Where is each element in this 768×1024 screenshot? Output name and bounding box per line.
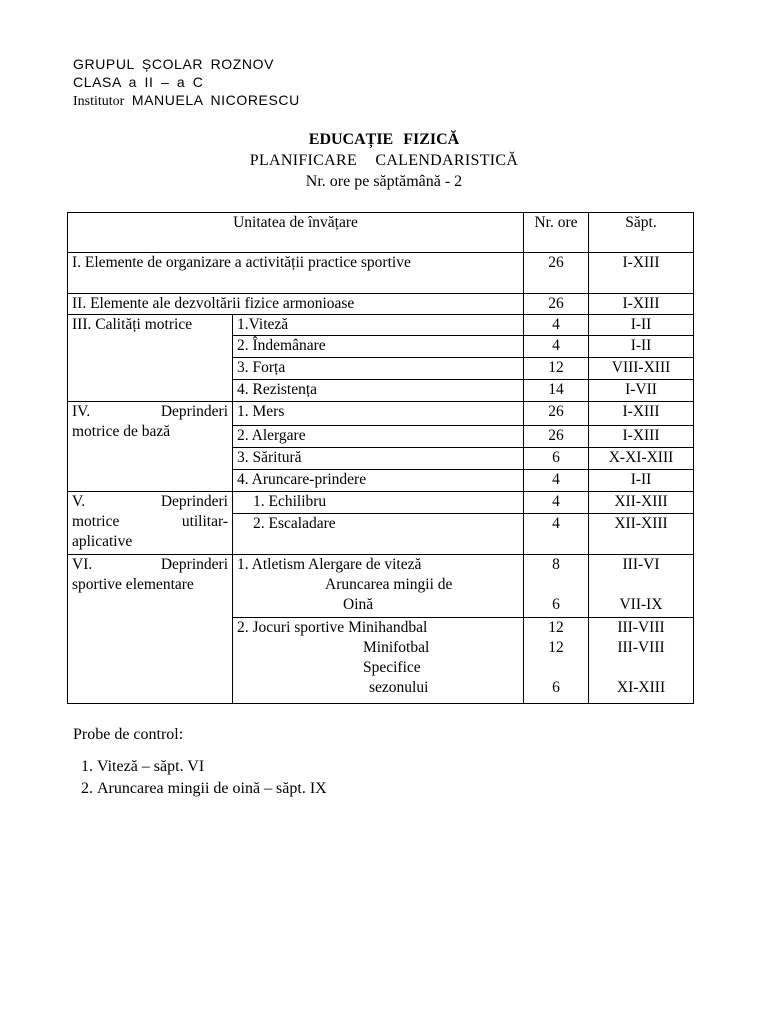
item-label: 1. Mers	[233, 402, 524, 426]
item-hours: 4	[524, 514, 589, 555]
table-row	[68, 492, 694, 514]
item-hours: 12	[524, 358, 589, 380]
group-label	[68, 555, 233, 704]
group-label-line: V. Deprinderi	[72, 493, 228, 510]
hours-value: 12	[548, 619, 564, 636]
teacher-line	[73, 92, 300, 110]
item-week: I-VII	[589, 380, 694, 402]
item-week: I-II	[589, 336, 694, 358]
header-hours: Nr. ore	[524, 213, 589, 253]
group-label	[68, 492, 233, 555]
planning-table	[67, 212, 694, 704]
group-label	[68, 402, 233, 492]
group-label-line: motrice de bază	[72, 423, 171, 440]
item-hours: 4	[524, 470, 589, 492]
hours-per-week: Nr. ore pe săptămână - 2	[305, 173, 463, 190]
item-hours: 4	[524, 492, 589, 514]
week-value: XI-XIII	[616, 679, 666, 696]
group-label-line: sportive elementare	[72, 576, 194, 593]
item-label-line: Oină	[343, 596, 374, 613]
list-item: 1. Viteză – săpt. VI	[97, 756, 327, 778]
group-label-line: aplicative	[72, 533, 133, 550]
item-week: I-XIII	[589, 402, 694, 426]
row-label: II. Elemente ale dezvoltării fizice armonioase	[68, 294, 524, 315]
item-label: 2. Alergare	[233, 426, 524, 448]
header-unit: Unitatea de învățare	[68, 213, 524, 253]
row-week: I-XIII	[589, 294, 694, 315]
probe-title: Probe de control:	[73, 726, 184, 743]
teacher-name: MANUELA NICORESCU	[131, 92, 300, 108]
item-hours	[524, 555, 589, 618]
group-label-line: VI. Deprinderi	[72, 556, 228, 573]
item-label	[233, 618, 524, 704]
item-week: VIII-XIII	[589, 358, 694, 380]
teacher-prefix: Institutor	[73, 94, 125, 109]
item-label-line: 1. Atletism Alergare de viteză	[237, 556, 422, 573]
item-label: 4. Aruncare-prindere	[233, 470, 524, 492]
group-label: III. Calități motrice	[68, 315, 233, 402]
item-hours: 4	[524, 315, 589, 336]
class-name: CLASA a II – a C	[73, 74, 204, 90]
item-week: I-II	[589, 470, 694, 492]
item-hours: 4	[524, 336, 589, 358]
school-name: GRUPUL ȘCOLAR ROZNOV	[73, 56, 275, 72]
table-row	[68, 402, 694, 426]
header-week: Săpt.	[589, 213, 694, 253]
item-label: 2. Îndemânare	[233, 336, 524, 358]
item-week: X-XI-XIII	[589, 448, 694, 470]
table-row	[68, 253, 694, 294]
table-header-row	[68, 213, 694, 253]
row-label: I. Elemente de organizare a activității practice sportive	[68, 253, 524, 294]
item-label: 1. Echilibru	[233, 492, 524, 514]
subject-title: EDUCAȚIE FIZICĂ	[308, 131, 460, 148]
item-label-line: Aruncarea mingii de	[325, 576, 453, 593]
probe-list	[73, 756, 327, 800]
row-hours: 26	[524, 294, 589, 315]
item-label: 3. Săritură	[233, 448, 524, 470]
week-value: III-VIII	[617, 639, 665, 656]
item-week	[589, 618, 694, 704]
item-hours: 26	[524, 402, 589, 426]
item-hours: 6	[524, 448, 589, 470]
hours-value: 6	[552, 596, 560, 613]
item-hours	[524, 618, 589, 704]
table-row	[68, 555, 694, 618]
item-label-line: Minifotbal	[363, 639, 430, 656]
row-hours: 26	[524, 253, 589, 294]
item-label: 3. Forța	[233, 358, 524, 380]
hours-value: 6	[552, 679, 560, 696]
item-label: 1.Viteză	[233, 315, 524, 336]
item-week: I-II	[589, 315, 694, 336]
hours-value: 8	[552, 556, 560, 573]
plan-title: PLANIFICARE CALENDARISTICĂ	[249, 152, 519, 169]
item-label-line: sezonului	[369, 679, 429, 696]
group-label-line: IV. Deprinderi	[72, 403, 228, 420]
week-value: VII-IX	[619, 596, 663, 613]
item-hours: 14	[524, 380, 589, 402]
item-label: 2. Escaladare	[233, 514, 524, 555]
table-row	[68, 315, 694, 336]
week-value: III-VI	[622, 556, 660, 573]
item-week: XII-XIII	[589, 492, 694, 514]
row-week: I-XIII	[589, 253, 694, 294]
item-label	[233, 555, 524, 618]
item-week: I-XIII	[589, 426, 694, 448]
week-value: III-VIII	[617, 619, 665, 636]
item-week: XII-XIII	[589, 514, 694, 555]
item-week	[589, 555, 694, 618]
item-label: 4. Rezistența	[233, 380, 524, 402]
item-label-line: 2. Jocuri sportive Minihandbal	[237, 619, 428, 636]
item-label-line: Specifice	[363, 659, 421, 676]
table-row	[68, 294, 694, 315]
hours-value: 12	[548, 639, 564, 656]
list-item: 2. Aruncarea mingii de oină – săpt. IX	[97, 778, 327, 800]
group-label-line: motrice utilitar-	[72, 513, 228, 530]
item-hours: 26	[524, 426, 589, 448]
